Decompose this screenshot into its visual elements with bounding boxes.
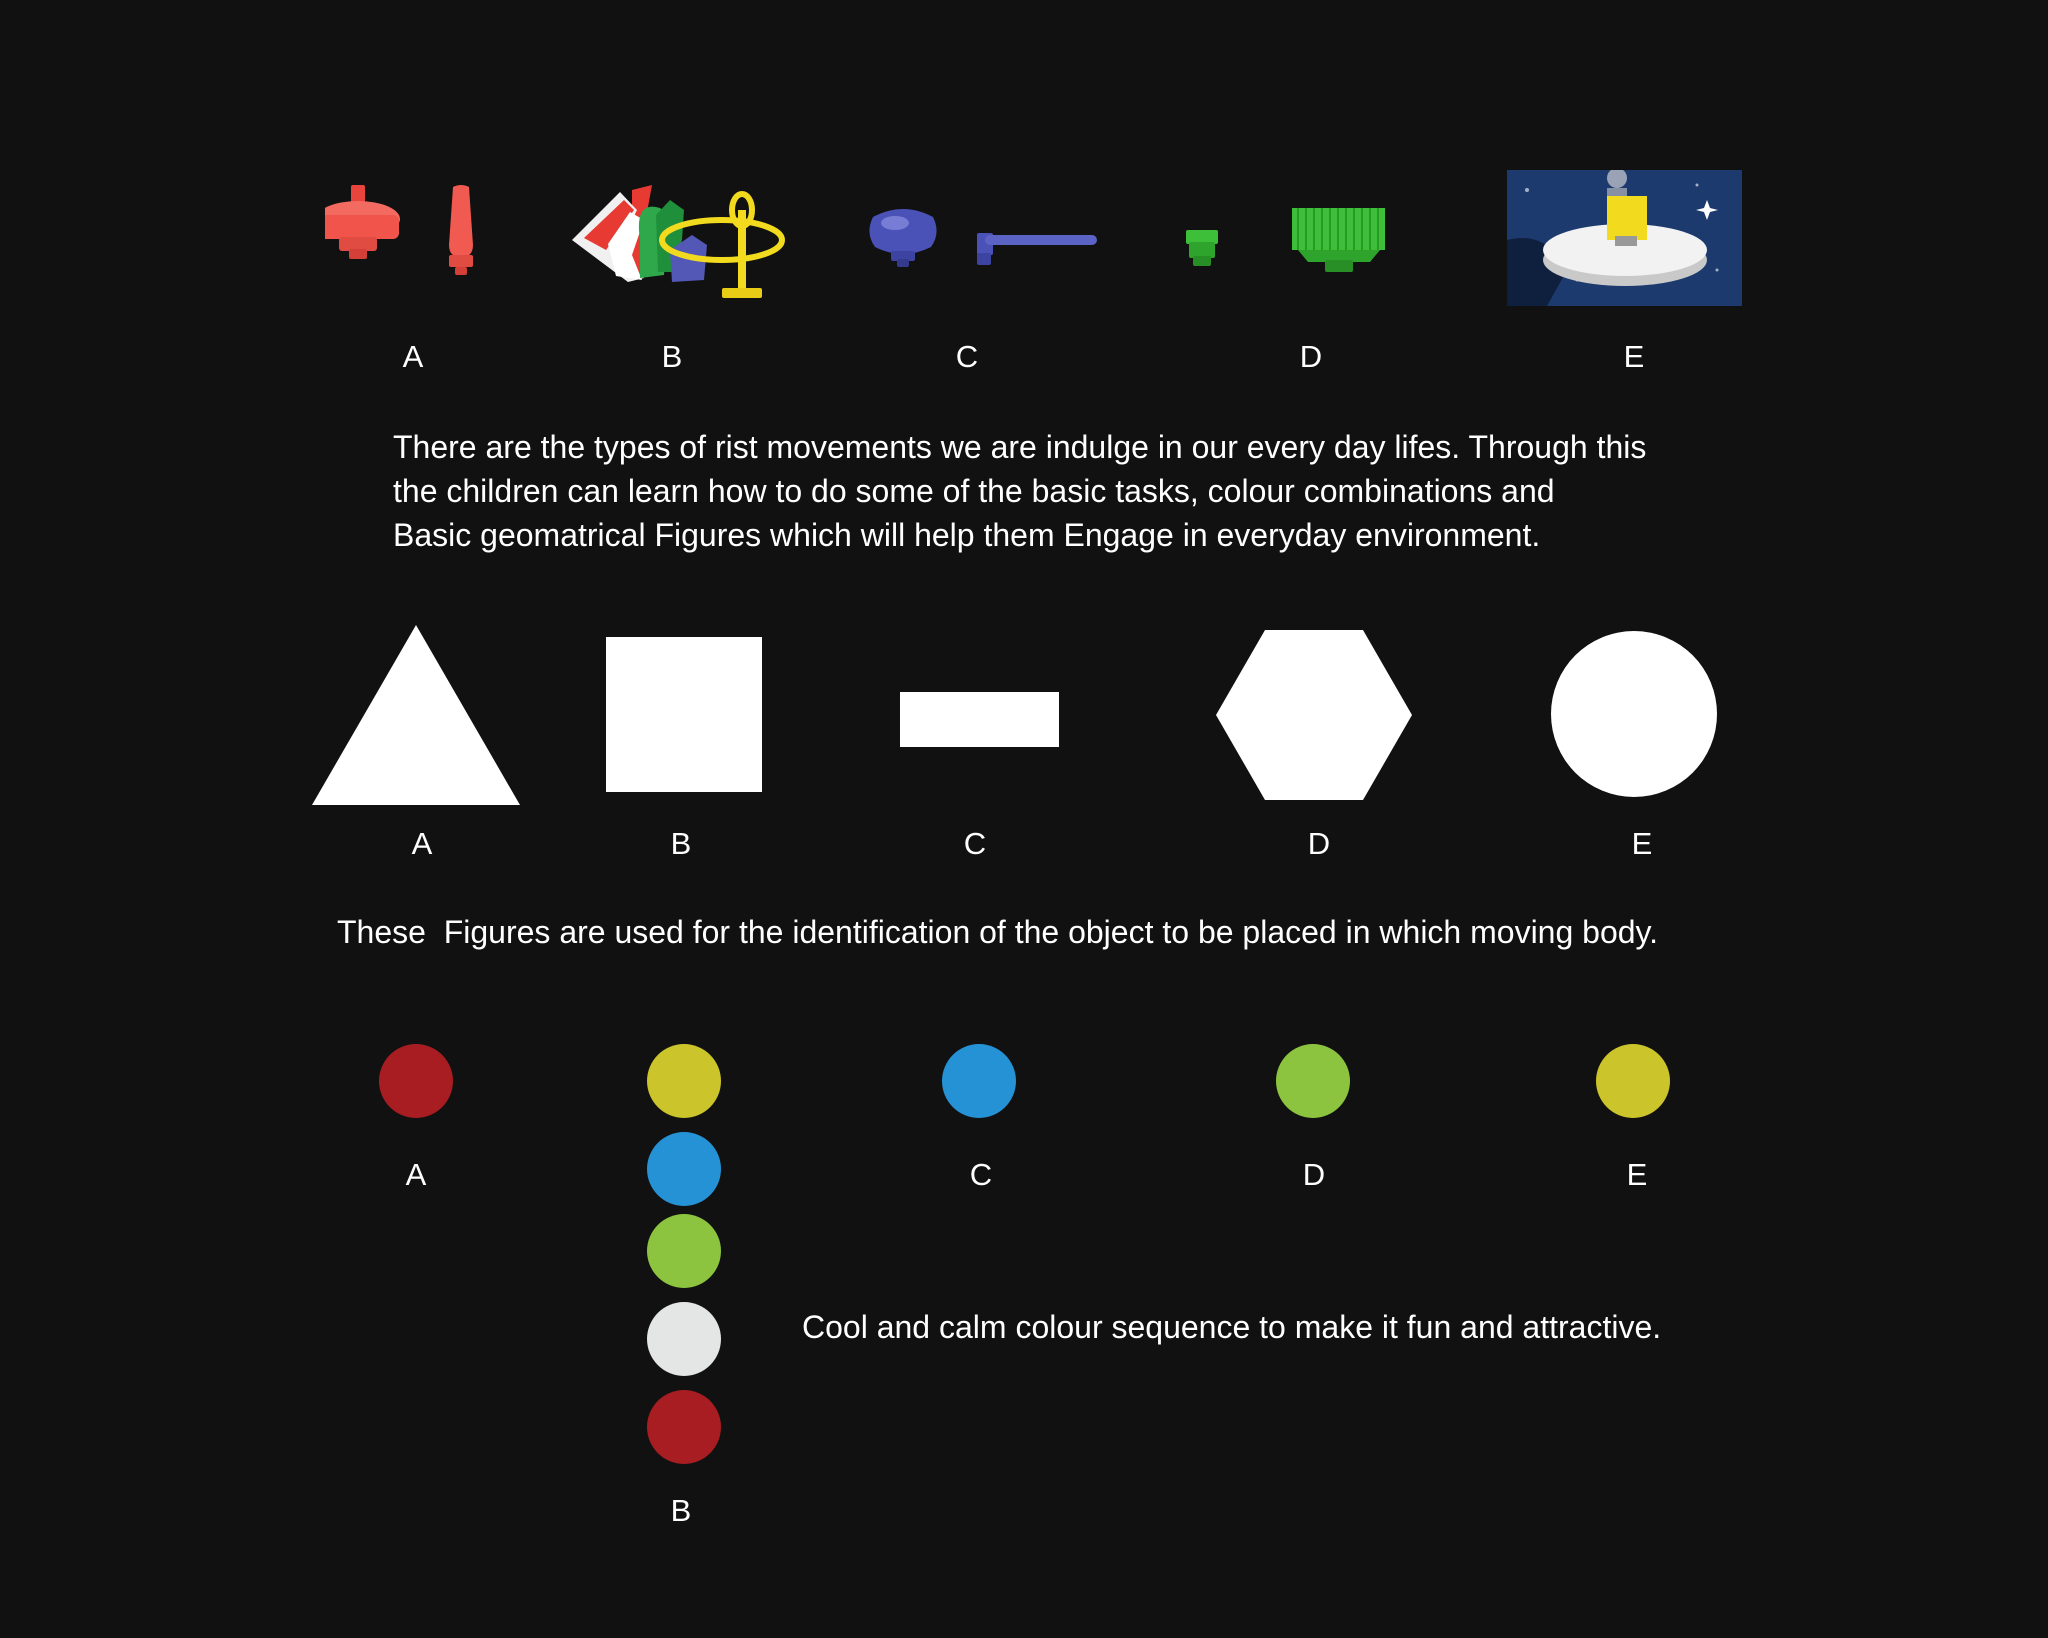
- row3-label-a: A: [405, 1157, 427, 1192]
- row2-label-b: B: [670, 826, 692, 861]
- blue-dot-c: [942, 1044, 1016, 1118]
- description-line-1: There are the types of rist movements we are indulge in our every day lifes. Through this: [393, 429, 1647, 465]
- row3-label-d: D: [1302, 1157, 1326, 1192]
- circle-shape: [1551, 631, 1717, 797]
- rotating-platform-image: [1507, 170, 1742, 306]
- row3-label-c: C: [969, 1157, 993, 1192]
- yellow-dot-b1: [647, 1044, 721, 1118]
- red-dot-a: [379, 1044, 453, 1118]
- hexagon-shape: [1216, 630, 1412, 800]
- red-dot-b5: [647, 1390, 721, 1464]
- row1-label-e: E: [1623, 339, 1645, 374]
- row1-label-d: D: [1299, 339, 1323, 374]
- colour-caption: Cool and calm colour sequence to make it fun and attractive.: [802, 1309, 1662, 1345]
- green-dot-b3: [647, 1214, 721, 1288]
- row1-label-a: A: [402, 339, 424, 374]
- description-paragraph: [393, 425, 1646, 557]
- red-knob-and-lever-icon: [325, 185, 495, 295]
- rectangle-shape: [900, 692, 1059, 747]
- row3-label-b: B: [670, 1493, 692, 1528]
- description-line-2: the children can learn how to do some of the basic tasks, colour combinations and: [393, 473, 1555, 509]
- row3-label-e: E: [1626, 1157, 1648, 1192]
- triangle-shape: [312, 625, 522, 807]
- description-line-3: Basic geomatrical Figures which will help them Engage in everyday environment.: [393, 517, 1541, 553]
- figures-caption: These Figures are used for the identification of the object to be placed in which moving body.: [337, 914, 1659, 950]
- row2-label-d: D: [1307, 826, 1331, 861]
- stacked-arch-blocks-icon: [572, 180, 787, 305]
- row2-label-c: C: [963, 826, 987, 861]
- green-screw-cap-icon: [1180, 200, 1390, 285]
- green-dot-d: [1276, 1044, 1350, 1118]
- blue-dot-b2: [647, 1132, 721, 1206]
- row2-label-a: A: [411, 826, 433, 861]
- row1-label-b: B: [661, 339, 683, 374]
- row1-label-c: C: [955, 339, 979, 374]
- row2-label-e: E: [1631, 826, 1653, 861]
- square-shape: [606, 637, 762, 792]
- blue-knob-and-handle-icon: [865, 205, 1105, 280]
- yellow-dot-e: [1596, 1044, 1670, 1118]
- white-dot-b4: [647, 1302, 721, 1376]
